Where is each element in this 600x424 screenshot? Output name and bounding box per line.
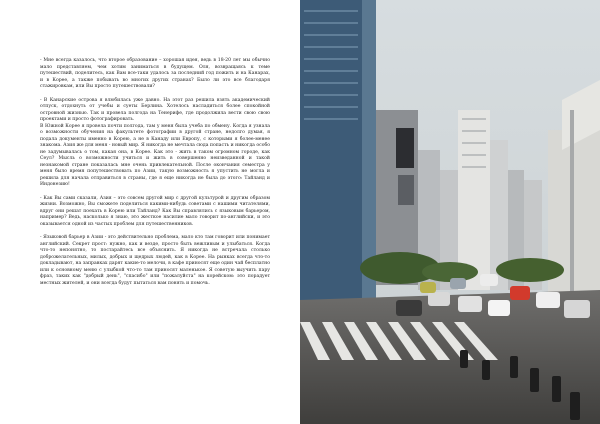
article-paragraph: - Мне всегда казалось, что второе образование – хорошая идея, ведь в 18-20 лет мы обычно мало представляем, чем хотим заниматься в будущем. Оля, возвращаясь к теме путешествий, поделитесь, как Вам все-таки удалось за последний год пожить и на Канарах, и в Корее, а также побывать во многих других странах? Было ли это все благодаря стажировкам, или Вы просто путешествовали? (40, 58, 270, 89)
article-paragraph: - Как Вы сами сказали, Азия – это совсем другой мир с другой культурой и другим образом жизни. Возможно, Вы сможете поделиться какими-нибудь советами с нашими читателями, вдруг они решат поехать в Корею или Тайланд? Как Вы справлялись с языковым барьером, например? Ведь, насколько я знаю, это жесткое насилие мало говорит по-английски, и это оказывается одной из частых проблем для путешественников. (40, 195, 270, 227)
article-paragraph: В Южной Корее я провела почти полгода, там у меня была учеба по обмену. Когда я узнала о возможности обучения на факультете фотографии в другой стране, недолго думая, я подала документы именно в Корею, а не в Канаду или Европу, с которыми я более-менее знакома. Азия же для меня - новый мир. Я никогда не мечтала сюда попасть и никогда особо не задумывалась о том, какая она, в Корее. Как это - жить в таком огромном городе, как Сеул? Мысль о возможности учиться и жить в совершенно неизведанной и такой незнакомой стране показалась мне очень привлекательной. После окончания семестра у меня было время попутешествовать по Азии, такую возможность я упустить не могла и решила для начала отправиться в страны, где я еще никогда не была до этого: Тайланд и Индонезию! (40, 123, 270, 187)
city-street-illustration (300, 0, 600, 424)
article-paragraph: - В Канарские острова я влюбилась уже давно. На этот раз решила взять академический отпуск, отдохнуть от учебы и суеты Берлина. Хотелось насладиться более спокойной островной жизнью. Так и провела полгода на Тенерифе, где продолжила вести свою свою проектами и просто фотографировать. (40, 97, 270, 122)
city-street-photo (300, 0, 600, 424)
article-paragraph: - Языковой барьер в Азии - это действительно проблема, мало кто там говорит или понимает английский. Секрет прост: нужно, как и везде, просто быть вежливым и улыбаться. Когда что-то непонятно, то постарайтесь все объяснить. Я никогда не встречала столько доброжелательных, милых, добрых и щедрых людей, как в Корее. На рынках всегда что-то докладывают, на заправках дарят какие-то мелочи, в кафе приносят еще один чай бесплатно или к основному меню с улыбкой что-то там приносят маленькое. Я советую выучить пару фраз, таких как "добрый день", "спасибо" или "пожалуйста" на корейском: это порадует местных жителей, и они всегда будут пытаться вам понять и помочь. (40, 235, 270, 286)
article-text-column (40, 58, 270, 294)
